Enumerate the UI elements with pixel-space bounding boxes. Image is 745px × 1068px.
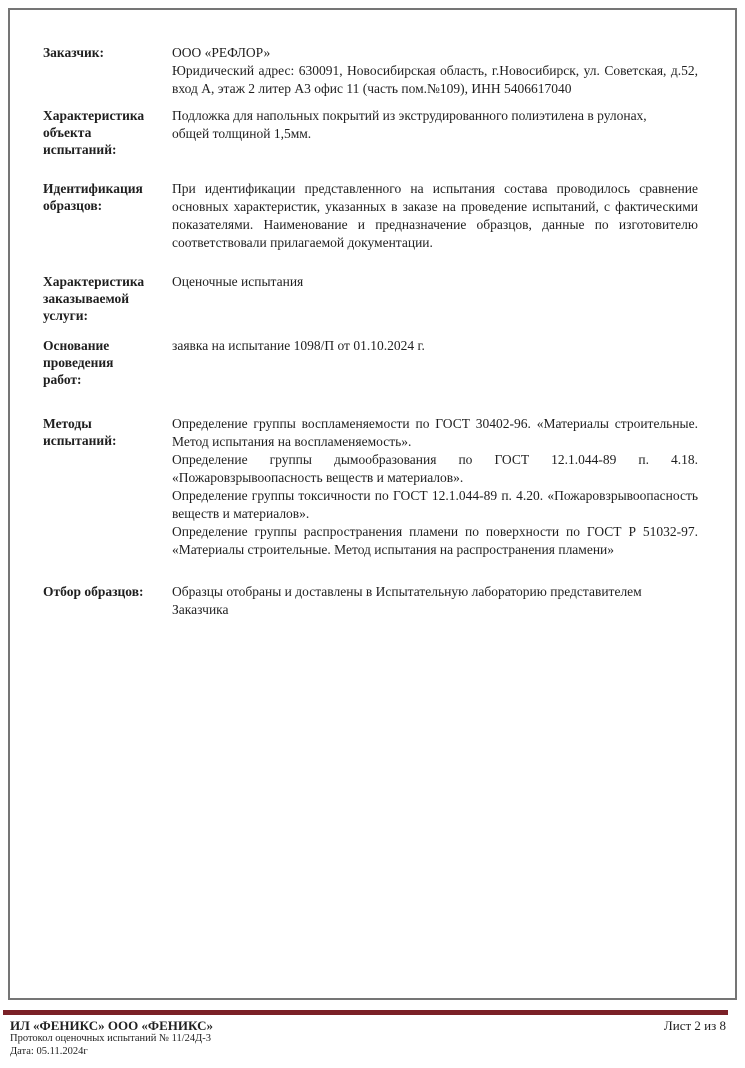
section-test-methods bbox=[43, 415, 698, 559]
section-sample-identification bbox=[43, 180, 698, 252]
footer-date: Дата: 05.11.2024г bbox=[10, 1045, 88, 1057]
paragraph: Определение группы воспламеняемости по ГОСТ 30402-96. «Материалы строительные. Метод испытания на воспламеняемость». bbox=[172, 416, 698, 449]
section-work-basis bbox=[43, 337, 698, 388]
paragraph: Определение группы распространения пламени по поверхности по ГОСТ Р 51032-97. «Материалы строительные. Метод испытания на распространения пламени» bbox=[172, 524, 698, 557]
document-page-frame bbox=[8, 8, 737, 1000]
section-content bbox=[172, 415, 698, 559]
paragraph: заявка на испытание 1098/П от 01.10.2024 г. bbox=[172, 338, 425, 353]
section-content bbox=[172, 44, 698, 98]
footer-divider bbox=[3, 1010, 728, 1015]
section-service-characteristic bbox=[43, 273, 698, 324]
footer-left-block bbox=[10, 1018, 726, 1058]
footer-lab-name: ИЛ «ФЕНИКС» ООО «ФЕНИКС» bbox=[10, 1018, 213, 1033]
paragraph: общей толщиной 1,5мм. bbox=[172, 126, 312, 141]
section-label: Идентификация образцов: bbox=[43, 181, 143, 213]
section-content bbox=[172, 273, 698, 324]
document-body bbox=[10, 10, 735, 619]
paragraph: Определение группы дымообразования по ГОСТ 12.1.044-89 п. 4.18. «Пожаровзрывоопасность веществ и материалов». bbox=[172, 452, 698, 485]
section-content bbox=[172, 337, 698, 388]
section-label: Основание проведения работ: bbox=[43, 338, 114, 387]
paragraph: Образцы отобраны и доставлены в Испытательную лабораторию представителем Заказчика bbox=[172, 584, 642, 617]
paragraph: Юридический адрес: 630091, Новосибирская область, г.Новосибирск, ул. Советская, д.52, вход А, этаж 2 литер А3 офис 11 (часть пом.№109), ИНН 5406617040 bbox=[172, 63, 698, 96]
section-label: Методы испытаний: bbox=[43, 416, 117, 448]
section-content bbox=[172, 583, 698, 619]
paragraph: ООО «РЕФЛОР» bbox=[172, 45, 271, 60]
section-label: Характеристика заказываемой услуги: bbox=[43, 274, 145, 323]
paragraph: Оценочные испытания bbox=[172, 274, 304, 289]
paragraph: Определение группы токсичности по ГОСТ 12.1.044-89 п. 4.20. «Пожаровзрывоопасность веществ и материалов». bbox=[172, 488, 698, 521]
section-label: Характеристика объекта испытаний: bbox=[43, 108, 145, 157]
section-customer bbox=[43, 44, 698, 98]
section-content bbox=[172, 107, 698, 158]
section-sampling bbox=[43, 583, 698, 619]
page-footer bbox=[10, 1018, 726, 1058]
paragraph: Подложка для напольных покрытий из экструдированного полиэтилена в рулонах, bbox=[172, 108, 647, 123]
footer-sheet-number: Лист 2 из 8 bbox=[663, 1018, 726, 1033]
section-content bbox=[172, 180, 698, 252]
section-label: Заказчик: bbox=[43, 45, 105, 60]
footer-protocol-number: Протокол оценочных испытаний № 11/24Д-3 bbox=[10, 1033, 212, 1044]
paragraph: При идентификации представленного на испытания состава проводилось сравнение основных характеристик, указанных в заказе на проведение испытаний, с фактическими показателями. Наименование и предназначение образцов, данные по изготовителю соответствовали прилагаемой документации. bbox=[172, 181, 698, 250]
section-label: Отбор образцов: bbox=[43, 584, 144, 599]
section-test-object bbox=[43, 107, 698, 158]
